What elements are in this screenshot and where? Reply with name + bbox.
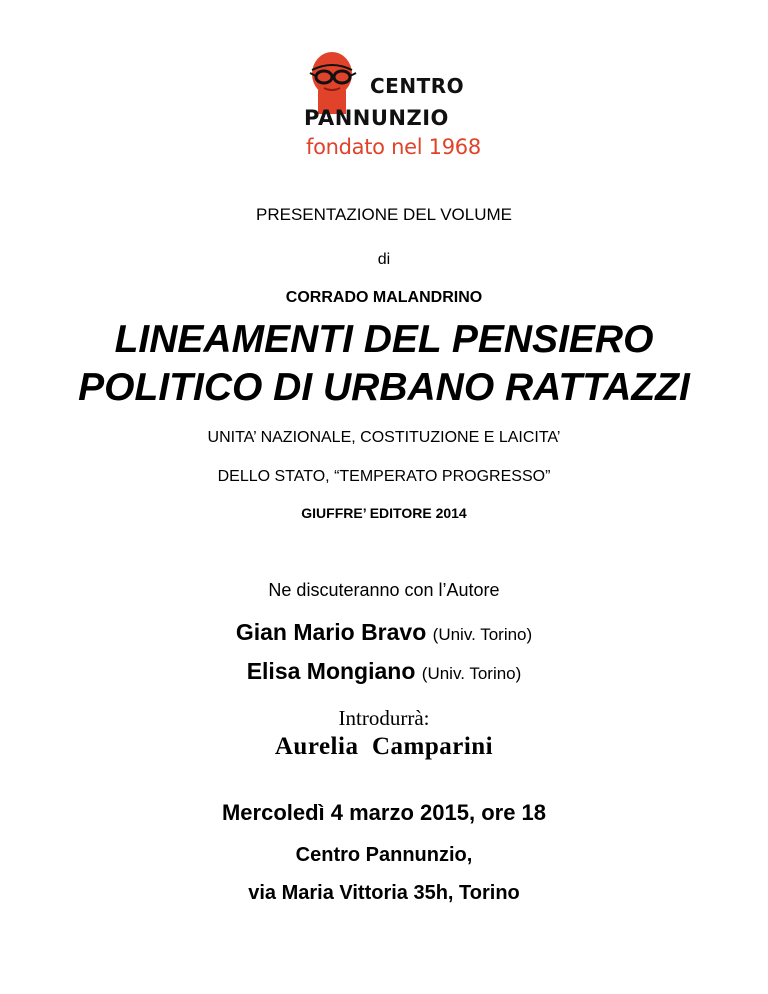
discussion-intro: Ne discuteranno con l’Autore — [268, 580, 500, 600]
portrait-with-glasses-icon — [306, 50, 364, 114]
by-label: di — [377, 251, 391, 268]
event-venue: Centro Pannunzio, — [295, 844, 473, 866]
presentation-heading: PRESENTAZIONE DEL VOLUME — [256, 205, 512, 224]
book-subtitle-line-1: UNITA’ NAZIONALE, COSTITUZIONE E LAICITA’ — [207, 429, 561, 446]
logo-tagline: fondato nel 1968 — [306, 135, 481, 159]
speaker-affiliation: (Univ. Torino) — [432, 625, 533, 644]
publisher-info: GIUFFRE’ EDITORE 2014 — [301, 505, 467, 521]
speaker-affiliation: (Univ. Torino) — [421, 664, 522, 683]
book-subtitle-line-2: DELLO STATO, “TEMPERATO PROGRESSO” — [217, 468, 551, 485]
speaker-name: Elisa Mongiano — [246, 658, 416, 684]
event-date: Mercoledì 4 marzo 2015, ore 18 — [221, 800, 547, 825]
book-title-line-1: LINEAMENTI DEL PENSIERO — [114, 318, 654, 361]
speaker-1 — [0, 619, 768, 646]
book-title-line-2: POLITICO DI URBANO RATTAZZI — [78, 366, 690, 409]
speaker-name: Gian Mario Bravo — [235, 619, 427, 645]
moderator-name: Aurelia Camparini — [274, 733, 494, 760]
event-address: via Maria Vittoria 35h, Torino — [248, 882, 520, 904]
author-name: CORRADO MALANDRINO — [285, 289, 483, 306]
moderator-label: Introdurrà: — [338, 706, 430, 730]
centro-pannunzio-logo — [302, 48, 492, 164]
speaker-2 — [0, 658, 768, 685]
logo-text-pannunzio: PANNUNZIO — [304, 106, 449, 130]
logo-text-centro: CENTRO — [370, 74, 465, 98]
